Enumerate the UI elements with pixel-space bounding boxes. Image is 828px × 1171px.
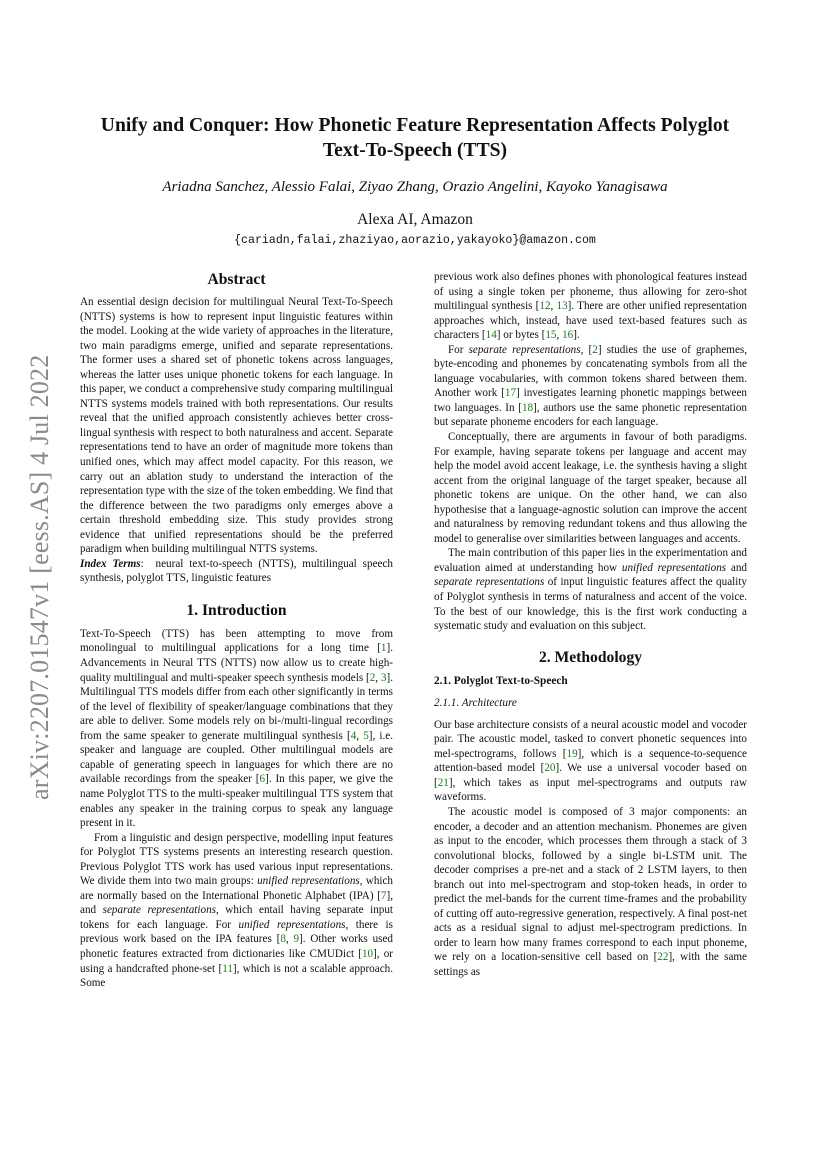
methodology-heading: 2. Methodology [538, 648, 643, 666]
citation-link[interactable]: 5 [363, 729, 369, 742]
arxiv-identifier[interactable]: arXiv:2207.01547v1 [eess.AS] 4 Jul 2022 [25, 354, 54, 800]
author-list: Ariadna Sanchez, Alessio Falai, Ziyao Zhang, Orazio Angelini, Kayoko Yanagisawa [162, 179, 668, 195]
introduction-heading: 1. Introduction [186, 601, 287, 619]
citation-link[interactable]: 1 [380, 642, 387, 655]
intro-paragraph-separate: For separate representations, [2] studies the use of graphemes, byte-encoding and phonemes by concatenating symbols from all the language vocabularies, with common tokens shared between them. Another work [17] investigates learning phonetic mappings between two languages. In [18], authors use the same phonetic representation but separate phoneme encoders for each language. [434, 343, 748, 429]
intro-paragraph-contribution: The main contribution of this paper lies in the experimentation and evaluation aimed at understanding how unified representations and separate representations of input linguistic features affect the quality of Polyglot synthesis in terms of naturalness and accent of the voice. To the best of our knowledge, this is the first work conducting a systematic study and evaluation on this subject. [434, 547, 747, 633]
index-terms-text: neural text-to-speech (NTTS), multilingual speech synthesis, polyglot TTS, linguistic features [80, 557, 393, 585]
citation-link[interactable]: 18 [521, 401, 534, 414]
citation-link[interactable]: 4 [350, 729, 357, 742]
citation-link[interactable]: 7 [380, 889, 387, 902]
subsubsection-heading: 2.1.1. Architecture [434, 696, 517, 709]
citation-link[interactable]: 15 [545, 329, 557, 342]
citation-link[interactable]: 3 [380, 671, 387, 684]
citation-link[interactable]: 9 [293, 933, 300, 946]
right-column [434, 270, 747, 980]
citation-link[interactable]: 13 [556, 300, 568, 313]
citation-link[interactable]: 6 [259, 773, 266, 786]
abstract-text: An essential design decision for multilingual Neural Text-To-Speech (NTTS) systems is how to represent input linguistic features within the model. Looking at the wide variety of approaches in the literature, two main paradigms emerge, unified and separate representations. The former uses a shared set of phonetic tokens across languages, whereas the latter uses unique phonetic tokens for each language. In this paper, we conduct a comprehensive study comparing multilingual NTTS systems models trained with both representations. Our results reveal that the unified approach consistently achieves better cross-lingual synthesis with respect to both naturalness and accent. Separate representations tend to have an order of magnitude more tokens than unified ones, which may affect model capacity. For this reason, we carry out an ablation study to understand the interaction of the representation type with the size of the token embedding. We find that the difference between the two paradigms only emerges above a certain threshold embedding size. This study provides strong evidence that unified representations should be the preferred paradigm when building multilingual NTTS systems. [80, 296, 393, 556]
citation-link[interactable]: 2 [369, 671, 376, 684]
citation-link[interactable]: 11 [222, 962, 233, 975]
citation-link[interactable]: 8 [280, 933, 286, 946]
index-terms: Index Terms: neural text-to-speech (NTTS), multilingual speech synthesis, polyglot TTS, linguistic features [80, 557, 393, 585]
intro-paragraph-continued: previous work also defines phones with phonological features instead of using a single token per phoneme, thus allowing for zero-shot multilingual synthesis [12, 13]. There are other unified representation approaches which, instead, have used text-based features such as characters [14] or bytes [15, 16]. [434, 271, 747, 342]
left-column [80, 270, 393, 991]
arxiv-stamp [16, 354, 64, 800]
citation-link[interactable]: 14 [485, 329, 497, 342]
citation-link[interactable]: 2 [592, 343, 598, 356]
citation-link[interactable]: 20 [544, 762, 556, 775]
subsection-heading: 2.1. Polyglot Text-to-Speech [434, 674, 568, 687]
affiliation: Alexa AI, Amazon [357, 211, 473, 228]
index-terms-label: Index Terms [80, 557, 141, 570]
intro-paragraph-2: From a linguistic and design perspective, modelling input features for Polyglot TTS systems presents an interesting research question. Previous Polyglot TTS work has used various input representations. We divide them into two main groups: unified representations, which are normally based on the International Phonetic Alphabet (IPA) [7], and separate representations, which entail having separate input tokens for each language. For unified representations, there is previous work based on the IPA features [8, 9]. Other works used phonetic features extracted from dictionaries like CMUDict [10], or using a handcrafted phone-set [11], which is not a scalable approach. Some [80, 831, 394, 990]
author-emails: {cariadn,falai,zhaziyao,aorazio,yakayoko}@amazon.com [234, 234, 596, 247]
citation-link[interactable]: 16 [562, 329, 574, 342]
architecture-paragraph: Our base architecture consists of a neural acoustic model and vocoder pair. The acoustic model, tasked to convert phonetic sequences into mel-spectrograms, follows [19], which is a sequence-to-sequence attention-based model [20]. We use a universal vocoder based on [21], which takes as input mel-spectrograms and outputs raw waveforms. [434, 718, 747, 804]
intro-paragraph-1: Text-To-Speech (TTS) has been attempting to move from monolingual to multilingual applications for a long time [1]. Advancements in Neural TTS (NTTS) now allow us to create high-quality multilingual and multi-speaker speech synthesis models [2, 3]. Multilingual TTS models differ from each other significantly in terms of the level of flexibility of speaker/language combinations that they are able to deliver. Some models rely on bi-/multi-lingual recordings from the same speaker to generate multilingual synthesis [4, 5], i.e. speaker and language are coupled. Other multilingual models are capable of generating speech in languages for which there are no available recordings from the speaker [6]. In this paper, we give the name Polyglot TTS to the multi-speaker multilingual TTS system that enables any speaker in the training corpus to speak any language present in it. [80, 627, 394, 830]
paper-title [80, 113, 750, 163]
abstract-heading: Abstract [207, 271, 266, 288]
citation-link[interactable]: 10 [361, 947, 374, 960]
citation-link[interactable]: 21 [437, 776, 449, 789]
acoustic-model-paragraph: The acoustic model is composed of 3 major components: an encoder, a decoder and an attention mechanism. Phonemes are given as input to the encoder, which processes them through a stack of 3 convolutional blocks, followed by a single bi-LSTM unit. The decoder comprises a pre-net and a stack of 2 LSTM layers, to then branch out into mel-spectrogram and stop-token heads, in order to predict the mel-bands for the current time-frames and the probability of cutting off auto-regressive generation, respectively. A final post-net acts as a residual signal to adjust mel-spectrogram predictions. In order to learn how many frames correspond to each input phoneme, we rely on a location-sensitive cell based on [22], with the same settings as [434, 805, 747, 978]
title-line-1: Unify and Conquer: How Phonetic Feature Representation Affects Polyglot [100, 115, 730, 136]
citation-link[interactable]: 12 [539, 300, 551, 313]
citation-link[interactable]: 17 [504, 387, 517, 400]
citation-link[interactable]: 22 [657, 951, 669, 964]
citation-link[interactable]: 19 [566, 747, 578, 760]
intro-paragraph-conceptually: Conceptually, there are arguments in favour of both paradigms. For example, having separate tokens per language and accent may help the model avoid accent leakage, i.e. the synthesis having a slight accent from the original language of the target speaker, because all phonetic tokens are unique. On the other hand, we can also hypothesise that a language-agnostic solution can improve the accent and naturalness by removing redundant tokens and thus allowing the model to generalise over similarities between languages and accents. [434, 431, 747, 545]
title-line-2: Text-To-Speech (TTS) [322, 140, 508, 161]
